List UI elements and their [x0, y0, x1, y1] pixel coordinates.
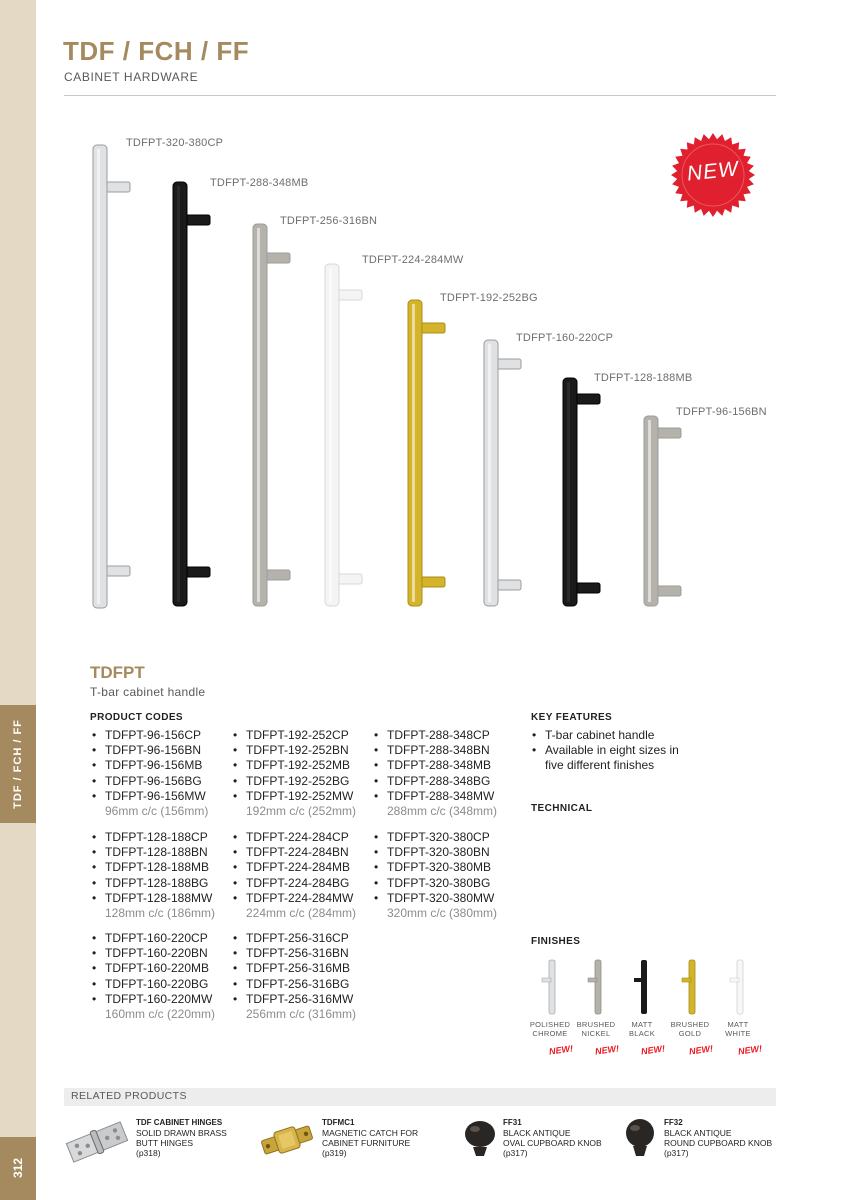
handle-swatch-icon	[629, 958, 655, 1016]
product-code: • TDFPT-256-316BN	[232, 946, 356, 961]
size-spec: 192mm c/c (252mm)	[246, 804, 357, 819]
related-product-desc: BLACK ANTIQUE OVAL CUPBOARD KNOB	[503, 1128, 602, 1148]
code-group	[373, 830, 497, 921]
related-product[interactable]	[664, 1118, 772, 1158]
header-divider	[64, 95, 776, 96]
product-code: • TDFPT-192-252BN	[232, 743, 356, 758]
handle-leg	[497, 359, 521, 369]
oval-knob-icon	[460, 1116, 500, 1160]
product-code: • TDFPT-96-156MB	[91, 758, 208, 773]
related-product-page: (p317)	[664, 1148, 689, 1158]
finishes-heading: FINISHES	[531, 936, 581, 947]
size-spec: 224mm c/c (284mm)	[246, 906, 357, 921]
finish-new-badge: NEW!	[594, 1043, 620, 1057]
product-code: • TDFPT-192-252MB	[232, 758, 356, 773]
product-code: • TDFPT-320-380MW	[373, 891, 497, 906]
key-feature: • Available in eight sizes in five different finishes	[531, 743, 691, 773]
product-code: • TDFPT-96-156MW	[91, 789, 208, 804]
finish-swatch	[667, 958, 713, 1038]
code-group	[232, 931, 356, 1022]
code-group	[373, 728, 497, 819]
technical-heading: TECHNICAL	[531, 803, 593, 814]
related-product[interactable]	[503, 1118, 602, 1158]
handle-leg	[266, 253, 290, 263]
finish-swatch	[715, 958, 761, 1038]
product-code: • TDFPT-96-156BN	[91, 743, 208, 758]
product-code: • TDFPT-256-316MB	[232, 961, 356, 976]
key-features-heading: KEY FEATURES	[531, 712, 613, 723]
product-code: • TDFPT-160-220MW	[91, 992, 215, 1007]
product-code: • TDFPT-256-316CP	[232, 931, 356, 946]
product-codes-heading: PRODUCT CODES	[90, 712, 183, 723]
size-spec: 256mm c/c (316mm)	[246, 1007, 357, 1022]
handle-leg	[338, 574, 362, 584]
size-spec: 128mm c/c (186mm)	[105, 906, 216, 921]
product-code: • TDFPT-288-348BN	[373, 743, 497, 758]
related-product-page: (p317)	[503, 1148, 528, 1158]
handle-label: TDFPT-320-380CP	[126, 137, 224, 149]
handle-shine	[97, 149, 100, 604]
product-code: • TDFPT-128-188MB	[91, 860, 215, 875]
related-products-heading: RELATED PRODUCTS	[71, 1090, 187, 1102]
handle-label: TDFPT-288-348MB	[210, 177, 309, 189]
product-code: • TDFPT-320-380BN	[373, 845, 497, 860]
handle-leg	[421, 577, 445, 587]
related-product-page: (p319)	[322, 1148, 347, 1158]
handle-chrome	[93, 145, 130, 608]
handle-shine	[648, 420, 651, 602]
handle-leg	[186, 215, 210, 225]
handle-leg	[106, 566, 130, 576]
handle-leg	[497, 580, 521, 590]
product-code: • TDFPT-224-284MW	[232, 891, 356, 906]
product-code: • TDFPT-96-156CP	[91, 728, 208, 743]
handle-leg	[657, 586, 681, 596]
handle-swatch-icon	[537, 958, 563, 1016]
handle-leg	[421, 323, 445, 333]
product-code: • TDFPT-288-348MB	[373, 758, 497, 773]
handle-shine	[177, 186, 180, 602]
size-spec: 288mm c/c (348mm)	[387, 804, 498, 819]
product-code: • TDFPT-160-220CP	[91, 931, 215, 946]
product-code: • TDFPT-256-316MW	[232, 992, 356, 1007]
handle-leg	[186, 567, 210, 577]
page-subtitle: CABINET HARDWARE	[64, 70, 199, 84]
finish-label: BRUSHED GOLD	[670, 1020, 710, 1038]
handle-leg	[106, 182, 130, 192]
code-group	[232, 830, 356, 921]
butt-hinge-icon	[64, 1120, 130, 1164]
product-code: • TDFPT-128-188CP	[91, 830, 215, 845]
finish-label: POLISHED CHROME	[529, 1020, 571, 1038]
product-code: • TDFPT-160-220MB	[91, 961, 215, 976]
product-code: • TDFPT-224-284MB	[232, 860, 356, 875]
handle-leg	[576, 394, 600, 404]
code-group	[91, 931, 215, 1022]
handle-chrome	[484, 340, 521, 606]
finish-new-badge: NEW!	[688, 1043, 714, 1057]
related-product-name: TDF CABINET HINGES	[136, 1118, 223, 1127]
product-code: • TDFPT-224-284BG	[232, 876, 356, 891]
handle-shine	[567, 382, 570, 602]
product-code: • TDFPT-192-252CP	[232, 728, 356, 743]
product-code: • TDFPT-96-156BG	[91, 774, 208, 789]
finish-label: BRUSHED NICKEL	[576, 1020, 616, 1038]
finish-swatch	[573, 958, 619, 1038]
handle-leg	[338, 290, 362, 300]
product-code: • TDFPT-320-380BG	[373, 876, 497, 891]
handle-leg	[657, 428, 681, 438]
new-badge-text: NEW	[685, 157, 741, 186]
related-product-desc: SOLID DRAWN BRASS BUTT HINGES	[136, 1128, 227, 1148]
related-product-page: (p318)	[136, 1148, 161, 1158]
code-group	[91, 728, 208, 819]
handle-shine	[488, 344, 491, 602]
key-features-list	[531, 728, 691, 774]
handle-matt-black	[173, 182, 210, 606]
product-code: • TDFPT-160-220BG	[91, 977, 215, 992]
finish-label: MATT WHITE	[725, 1020, 751, 1038]
finish-swatch	[619, 958, 665, 1038]
related-product-name: FF31	[503, 1118, 522, 1127]
product-code: • TDFPT-224-284CP	[232, 830, 356, 845]
magnetic-catch-icon	[258, 1118, 316, 1162]
related-product-name: TDFMC1	[322, 1118, 355, 1127]
page-number: 312	[11, 1157, 25, 1179]
finish-new-badge: NEW!	[737, 1043, 763, 1057]
related-product-name: FF32	[664, 1118, 683, 1127]
product-code: • TDFPT-320-380CP	[373, 830, 497, 845]
related-product-desc: BLACK ANTIQUE ROUND CUPBOARD KNOB	[664, 1128, 773, 1148]
handle-leg	[266, 570, 290, 580]
key-feature: • T-bar cabinet handle	[531, 728, 691, 743]
product-code: • TDFPT-320-380MB	[373, 860, 497, 875]
product-code: • TDFPT-192-252MW	[232, 789, 356, 804]
handle-label: TDFPT-256-316BN	[280, 215, 378, 227]
handle-label: TDFPT-96-156BN	[676, 406, 767, 418]
handle-shine	[412, 304, 415, 602]
handle-label: TDFPT-192-252BG	[440, 292, 538, 304]
finish-swatch	[527, 958, 573, 1038]
product-subtitle: T-bar cabinet handle	[90, 685, 206, 699]
handle-matt-white	[325, 264, 362, 606]
handle-leg	[576, 583, 600, 593]
product-code: • TDFPT-224-284BN	[232, 845, 356, 860]
product-code: • TDFPT-288-348BG	[373, 774, 497, 789]
handle-brushed-nickel	[644, 416, 681, 606]
product-title: TDFPT	[90, 663, 145, 682]
product-code: • TDFPT-160-220BN	[91, 946, 215, 961]
finish-new-badge: NEW!	[640, 1043, 666, 1057]
related-product-desc: MAGNETIC CATCH FOR CABINET FURNITURE	[322, 1128, 419, 1148]
product-code: • TDFPT-288-348MW	[373, 789, 497, 804]
handle-label: TDFPT-224-284MW	[362, 254, 464, 266]
handle-brushed-nickel	[253, 224, 290, 606]
handle-shine	[257, 228, 260, 602]
handle-swatch-icon	[677, 958, 703, 1016]
handle-label: TDFPT-128-188MB	[594, 372, 693, 384]
product-code: • TDFPT-128-188MW	[91, 891, 215, 906]
product-code: • TDFPT-288-348CP	[373, 728, 497, 743]
handle-matt-black	[563, 378, 600, 606]
related-product[interactable]	[322, 1118, 418, 1158]
product-code: • TDFPT-256-316BG	[232, 977, 356, 992]
page-title: TDF / FCH / FF	[63, 36, 250, 66]
side-strip	[0, 0, 36, 1200]
finish-new-badge: NEW!	[548, 1043, 574, 1057]
product-code: • TDFPT-128-188BN	[91, 845, 215, 860]
size-spec: 320mm c/c (380mm)	[387, 906, 498, 921]
size-spec: 96mm c/c (156mm)	[105, 804, 209, 819]
section-tab-label: TDF / FCH / FF	[12, 719, 24, 809]
round-knob-icon	[620, 1116, 660, 1160]
product-code: • TDFPT-128-188BG	[91, 876, 215, 891]
handle-brushed-gold	[408, 300, 445, 606]
related-product[interactable]	[136, 1118, 227, 1158]
handle-label: TDFPT-160-220CP	[516, 332, 614, 344]
handle-swatch-icon	[725, 958, 751, 1016]
code-group	[232, 728, 356, 819]
new-badge	[670, 132, 756, 218]
product-code: • TDFPT-192-252BG	[232, 774, 356, 789]
code-group	[91, 830, 215, 921]
handle-swatch-icon	[583, 958, 609, 1016]
size-spec: 160mm c/c (220mm)	[105, 1007, 216, 1022]
handle-shine	[329, 268, 332, 602]
finish-label: MATT BLACK	[628, 1020, 656, 1038]
